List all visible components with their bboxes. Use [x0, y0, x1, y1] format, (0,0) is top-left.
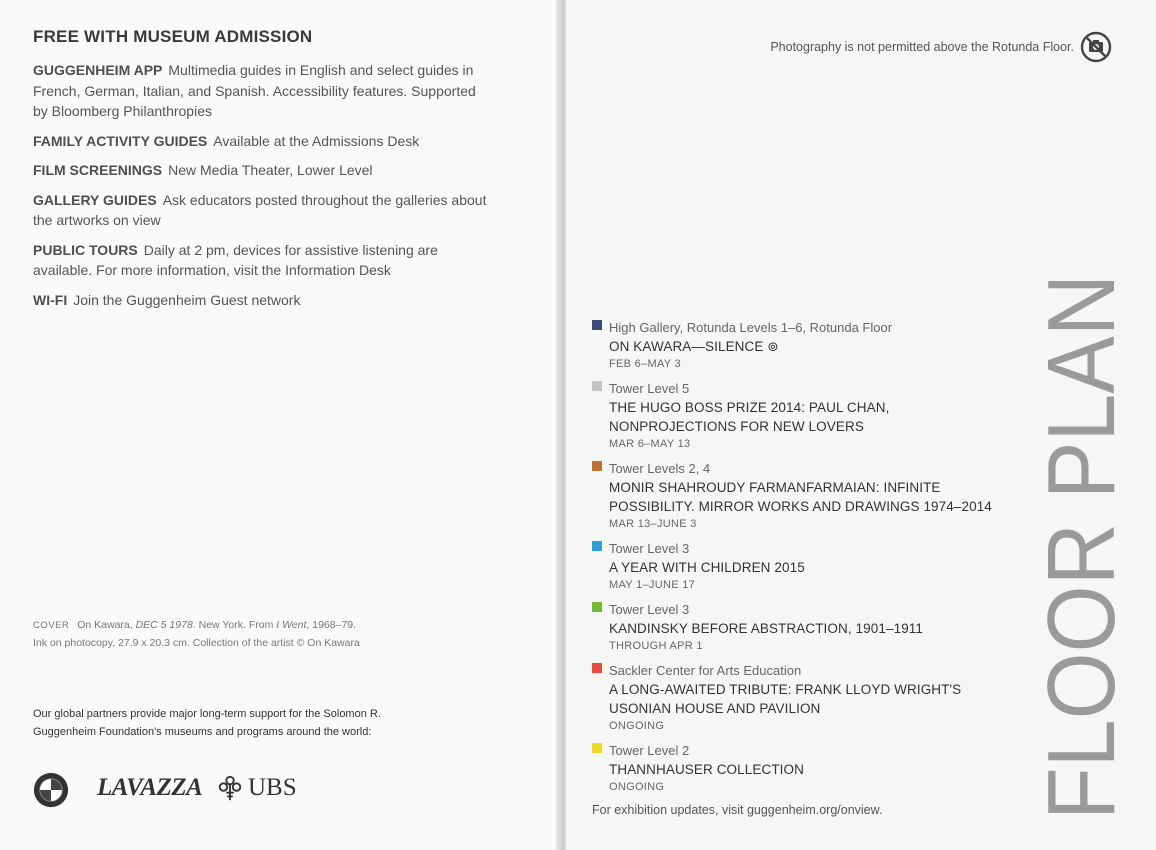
exhibition-location: Tower Levels 2, 4 — [609, 461, 711, 476]
exhibition-location: Tower Level 5 — [609, 381, 690, 396]
exhibition-dates: FEB 6–MAY 3 — [609, 358, 681, 370]
service-item — [33, 131, 493, 152]
exhibition-item — [592, 539, 1012, 593]
service-name: GUGGENHEIM APP — [33, 62, 163, 78]
exhibition-item — [592, 661, 1012, 734]
exhibition-title: THANNHAUSER COLLECTION — [609, 762, 804, 777]
cover-series: I Went — [276, 619, 307, 631]
cover-label: COVER — [33, 620, 70, 631]
exhibition-title: MONIR SHAHROUDY FARMANFARMAIAN: INFINITE POSSIBILITY. MIRROR WORKS AND DRAWINGS 1974–2014 — [609, 480, 992, 514]
bmw-logo — [33, 772, 69, 808]
floor-plan-title-text: FLOOR PLAN — [1028, 211, 1135, 820]
ubs-logo — [216, 774, 297, 802]
cover-line2: Ink on photocopy, 27.9 x 20.3 cm. Collection of the artist © On Kawara — [33, 636, 360, 649]
exhibition-location: Sackler Center for Arts Education — [609, 663, 802, 678]
service-item — [33, 240, 493, 281]
ubs-text: UBS — [248, 774, 297, 801]
exhibition-location: Tower Level 3 — [609, 602, 690, 617]
exhibition-location: High Gallery, Rotunda Levels 1–6, Rotunda Floor — [609, 320, 893, 335]
floor-plan-title — [1028, 211, 1135, 820]
color-key-swatch — [592, 320, 602, 330]
cover-text-b: , 1968–79. — [306, 619, 357, 631]
service-name: PUBLIC TOURS — [33, 241, 138, 258]
exhibition-dates: ONGOING — [609, 781, 665, 793]
color-key-swatch — [592, 743, 602, 753]
exhibition-location: Tower Level 2 — [609, 743, 690, 758]
exhibition-title: A LONG-AWAITED TRIBUTE: FRANK LLOYD WRIGHT'S USONIAN HOUSE AND PAVILION — [609, 682, 962, 716]
exhibition-item — [592, 379, 1012, 452]
service-name: WI-FI — [33, 291, 68, 308]
updates-note: For exhibition updates, visit guggenheim.org/onview. — [592, 803, 883, 817]
service-text: Join the Guggenheim Guest network — [73, 291, 301, 308]
exhibition-title: KANDINSKY BEFORE ABSTRACTION, 1901–1911 — [609, 621, 924, 636]
left-page — [0, 0, 560, 850]
exhibition-location: Tower Level 3 — [609, 541, 690, 556]
cover-artist: On Kawara, — [77, 619, 133, 631]
service-text: Available at the Admissions Desk — [213, 132, 420, 149]
partners-text: Our global partners provide major long-term support for the Solomon R. Guggenheim Foundation's museums and programs around the world: — [33, 708, 381, 738]
cover-text-a: . New York. From — [192, 619, 274, 631]
no-photography-icon — [1080, 31, 1112, 63]
exhibition-dates: MAR 6–MAY 13 — [609, 438, 691, 450]
exhibition-dates: MAY 1–JUNE 17 — [609, 579, 696, 591]
service-name: FAMILY ACTIVITY GUIDES — [33, 132, 208, 149]
color-key-swatch — [592, 461, 602, 471]
admission-heading: FREE WITH MUSEUM ADMISSION — [33, 27, 313, 46]
service-name: FILM SCREENINGS — [33, 162, 163, 178]
photography-note: Photography is not permitted above the Rotunda Floor. — [770, 40, 1074, 54]
color-key-swatch — [592, 663, 602, 673]
color-key-swatch — [592, 541, 602, 551]
service-text: Daily at 2 pm, devices for assistive listening are available. For more information, visit the Information Desk — [33, 241, 438, 278]
service-name: GALLERY GUIDES — [33, 191, 157, 208]
service-item — [33, 60, 493, 122]
service-item — [33, 190, 493, 231]
cover-work-title: DEC 5 1978 — [135, 619, 193, 631]
exhibition-title: A YEAR WITH CHILDREN 2015 — [609, 560, 805, 575]
ubs-keys-icon — [216, 774, 244, 802]
service-item — [33, 290, 493, 311]
exhibition-title: ON KAWARA—SILENCE ⊚ — [609, 339, 779, 354]
exhibition-title: THE HUGO BOSS PRIZE 2014: PAUL CHAN, NONPROJECTIONS FOR NEW LOVERS — [609, 400, 890, 434]
color-key-swatch — [592, 381, 602, 391]
exhibition-dates: THROUGH APR 1 — [609, 640, 703, 652]
services-list — [33, 60, 493, 319]
exhibition-item — [592, 741, 1012, 795]
exhibition-item — [592, 459, 1012, 532]
cover-credit — [33, 617, 453, 651]
service-text: Multimedia guides in English and select guides in French, German, Italian, and Spanish. Accessibility features. Supported by Bloomberg Philanthropies — [33, 62, 476, 119]
color-key-swatch — [592, 602, 602, 612]
exhibition-item — [592, 318, 1012, 372]
lavazza-logo: LAVAZZA — [97, 774, 203, 801]
exhibition-list — [592, 318, 1012, 802]
service-text: New Media Theater, Lower Level — [168, 162, 373, 178]
service-item — [33, 160, 493, 181]
service-text: Ask educators posted throughout the galleries about the artworks on view — [33, 191, 487, 228]
exhibition-dates: ONGOING — [609, 720, 665, 732]
exhibition-item — [592, 600, 1012, 654]
exhibition-dates: MAR 13–JUNE 3 — [609, 518, 697, 530]
